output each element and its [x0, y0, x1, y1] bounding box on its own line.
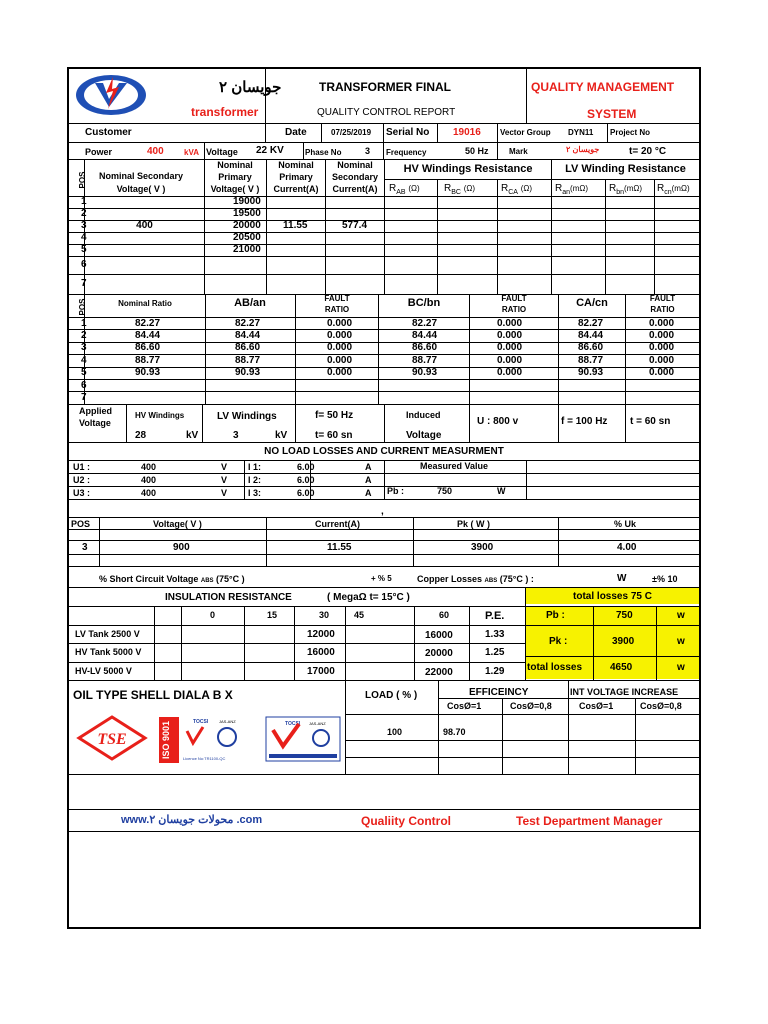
int-voltage-header: INT VOLTAGE INCREASE: [570, 687, 679, 697]
voltage-row-secondary-current: 577.4: [342, 220, 368, 231]
iso-jas-text: JAS-ANZ: [219, 719, 236, 724]
ratio-row-pos: 5: [81, 367, 87, 379]
insulation-title: INSULATION RESISTANCE: [165, 592, 292, 603]
noload-i-value: 6.00: [297, 488, 315, 498]
insulation-row-label: LV Tank 2500 V: [75, 629, 140, 639]
total-pb-unit: w: [677, 610, 685, 621]
secondary-current-header-2: Secondary: [331, 172, 379, 182]
insulation-col-header: 30: [319, 610, 330, 620]
sc-row-voltage: 900: [173, 542, 190, 553]
ratio-row-line: [69, 329, 699, 330]
secondary-voltage-header: Nominal Secondary: [98, 171, 184, 181]
pb-value: 750: [437, 486, 453, 496]
noload-u-value: 400: [141, 475, 157, 485]
power-value: 400: [147, 146, 164, 157]
hv-windings-unit: kV: [186, 430, 199, 441]
ratio-row-ca: 86.60: [578, 342, 604, 354]
insulation-row-30: 17000: [307, 665, 335, 677]
noload-u-label: U3 :: [73, 488, 91, 498]
secondary-current-header-3: Current(A): [332, 184, 378, 194]
r-bc-header: $R_{BC}$ (Ω): [444, 183, 476, 196]
sc-row-pk: 3900: [471, 542, 494, 553]
r-bn-header: $R_{bn}(m\Omega)$: [609, 183, 643, 196]
date-value: 07/25/2019: [331, 128, 372, 137]
primary-current-header: Nominal: [278, 160, 314, 170]
insulation-unit: ( MegaΩ t= 15°C ): [327, 592, 410, 603]
r-ca-header: $R_{CA}$ (Ω): [501, 183, 533, 196]
ratio-row-fault-1: 0.000: [327, 354, 353, 366]
eff-cos08-header: CosØ=0,8: [510, 701, 552, 711]
qm-title: QUALITY MANAGEMENT: [531, 80, 675, 94]
applied-time: t= 60 sn: [315, 430, 353, 441]
induced-label: Induced: [406, 410, 441, 420]
insulation-row-30: 16000: [307, 647, 335, 659]
pb-unit: W: [497, 486, 506, 496]
noload-i-unit: A: [365, 462, 372, 472]
noload-u-unit: V: [221, 462, 228, 472]
induced-frequency: f = 100 Hz: [561, 416, 608, 427]
project-label: Project No: [610, 128, 651, 137]
noload-u-unit: V: [221, 475, 228, 485]
total-pk-unit: w: [677, 636, 685, 647]
voltage-row-secondary: 400: [136, 220, 153, 231]
phase-label: Phase No: [305, 148, 342, 157]
insulation-col-header: 60: [439, 610, 450, 620]
test-manager-signature: Test Department Manager: [516, 814, 663, 828]
ratio-row-fault-1: 0.000: [327, 367, 353, 379]
total-pk-value: 3900: [612, 636, 635, 647]
total-losses-unit: w: [677, 662, 685, 673]
mark-label: Mark: [509, 147, 528, 156]
serial-label: Serial No: [386, 127, 430, 138]
fault-ratio-header-1: FAULT: [324, 294, 350, 303]
insulation-col-header: 15: [267, 610, 278, 620]
power-unit: kVA: [184, 148, 199, 157]
lv-windings-value: 3: [233, 430, 239, 441]
mark-value: جویسان ۲: [566, 145, 600, 154]
total-pk-label: Pk :: [549, 636, 568, 647]
frequency-value: 50 Hz: [465, 146, 489, 156]
pos-header: POS: [78, 171, 87, 189]
eff-cos1-header: CosØ=1: [447, 701, 482, 711]
noload-i-unit: A: [365, 475, 372, 485]
ratio-row-fault-1: 0.000: [327, 342, 353, 354]
sc-uk-header: % Uk: [614, 519, 637, 529]
iso-9001-logo: [157, 713, 245, 765]
ratio-row-fault-3: 0.000: [649, 354, 675, 366]
r-ab-header: $R_{AB}$ (Ω): [389, 183, 420, 196]
voltage-row-pos: 2: [81, 208, 87, 219]
ratio-row-fault-2: 0.000: [497, 329, 523, 341]
r-cn-header: $R_{cn}(m\Omega)$: [657, 183, 690, 196]
no-load-title: NO LOAD LOSSES AND CURRENT MEASURMENT: [264, 446, 504, 457]
ratio-row-ab: 82.27: [235, 317, 261, 329]
report-title: TRANSFORMER FINAL: [319, 80, 451, 94]
company-logo: [73, 73, 149, 117]
voltage-row-pos: 6: [81, 259, 87, 270]
serial-value: 19016: [453, 127, 481, 138]
vector-label: Vector Group: [500, 128, 551, 137]
sc-row-current: 11.55: [327, 542, 352, 553]
noload-u-label: U2 :: [73, 475, 91, 485]
voltage-row-pos: 7: [81, 278, 87, 289]
vector-value: DYN11: [568, 128, 594, 137]
total-pb-value: 750: [616, 610, 633, 621]
phase-value: 3: [365, 146, 371, 156]
insulation-row-label: HV-LV 5000 V: [75, 665, 132, 676]
ratio-row-nominal: 90.93: [135, 367, 161, 379]
lv-windings-label: LV Windings: [217, 411, 277, 422]
ratio-pos-header: POS: [78, 298, 87, 316]
ratio-row-fault-2: 0.000: [497, 317, 523, 329]
voltage-row-primary: 21000: [233, 244, 261, 255]
voltage-row-pos: 4: [81, 232, 87, 243]
copper-unit: W: [617, 573, 627, 584]
short-circuit-label: % Short Circuit Voltage ABS (75°C ): [99, 574, 245, 584]
ratio-row-fault-1: 0.000: [327, 329, 353, 341]
ratio-row-fault-3: 0.000: [649, 317, 675, 329]
lv-resistance-header: LV Winding Resistance: [565, 163, 686, 175]
ratio-row-ca: 90.93: [578, 367, 604, 379]
insulation-col-header: 45: [354, 610, 365, 620]
ratio-row-ab: 90.93: [235, 367, 261, 379]
ratio-row-nominal: 82.27: [135, 317, 161, 329]
ratio-row-ab: 84.44: [235, 329, 261, 341]
voltage-label: Voltage: [206, 147, 238, 157]
voltage-row-primary: 19000: [233, 196, 261, 207]
noload-i-label: I 1:: [248, 462, 262, 472]
insulation-row-60: 16000: [425, 630, 453, 641]
ratio-row-pos: 7: [81, 391, 87, 403]
ratio-row-line: [69, 354, 699, 355]
iso-tocsi-text: TOCSI: [193, 719, 209, 725]
iso-licence-text: Licence No:TR1100-QC: [183, 756, 226, 761]
insulation-row-60: 20000: [425, 648, 453, 660]
hv-windings-value: 28: [135, 430, 147, 441]
ratio-row-bc: 86.60: [412, 342, 438, 354]
temperature: t= 20 °C: [629, 146, 667, 157]
fault-ratio-header-1b: RATIO: [324, 305, 350, 314]
secondary-current-header: Nominal: [337, 160, 373, 170]
noload-i-value: 6.00: [297, 462, 315, 472]
applied-label-2: Voltage: [79, 418, 111, 428]
fault-ratio-header-3: FAULT: [649, 294, 676, 303]
sc-pos-header: POS: [71, 519, 91, 529]
ratio-row-nominal: 84.44: [135, 329, 161, 341]
lv-windings-unit: kV: [275, 430, 288, 441]
primary-current-header-2: Primary: [279, 172, 313, 182]
qm-system: SYSTEM: [587, 107, 637, 121]
voltage-row-primary: 20500: [233, 232, 261, 243]
pb-label: Pb :: [387, 486, 404, 496]
load-header: LOAD ( % ): [365, 690, 418, 701]
primary-voltage-header-2: Primary: [218, 172, 252, 182]
insulation-col-header: 0: [210, 610, 216, 620]
copper-losses-label: Copper Losses ABS (75°C ) :: [417, 574, 534, 584]
fault-ratio-header-2: FAULT: [501, 294, 527, 303]
noload-u-unit: V: [221, 488, 228, 498]
insulation-col-header: P.E.: [485, 610, 505, 622]
noload-i-label: I 2:: [248, 475, 262, 485]
noload-i-value: 6.00: [297, 475, 315, 485]
ratio-row-fault-3: 0.000: [649, 329, 675, 341]
int-cos08-header: CosØ=0,8: [640, 701, 682, 711]
customer-label: Customer: [85, 127, 132, 138]
total-losses-title: total losses 75 C: [573, 591, 652, 602]
tocsi-jas-text: JAS-ANZ: [309, 721, 326, 726]
voltage-row-primary: 19500: [233, 208, 261, 219]
company-name-arabic: جویسان ۲: [219, 79, 282, 96]
primary-current-header-3: Current(A): [273, 184, 319, 194]
measured-value-header: Measured Value: [419, 461, 489, 471]
insulation-row-pe: 1.29: [485, 665, 505, 677]
ratio-row-fault-3: 0.000: [649, 367, 675, 379]
voltage-row-pos: 1: [81, 196, 87, 207]
ratio-row-ca: 82.27: [578, 317, 604, 329]
tse-logo-text: TSE: [97, 731, 127, 748]
sc-pk-header: Pk ( W ): [457, 519, 490, 529]
total-losses-value: 4650: [610, 662, 633, 673]
ratio-row-fault-2: 0.000: [497, 354, 523, 366]
total-pb-label: Pb :: [546, 610, 565, 621]
ratio-row-pos: 4: [81, 354, 87, 366]
ratio-row-ca: 84.44: [578, 329, 604, 341]
r-an-header: $R_{an}(m\Omega)$: [555, 183, 589, 196]
insulation-row-60: 22000: [425, 666, 453, 678]
tse-logo: [75, 715, 149, 761]
voltage-row-pos: 5: [81, 244, 87, 255]
insulation-row-pe: 1.25: [485, 647, 505, 659]
noload-u-value: 400: [141, 462, 157, 472]
ca-cn-header: CA/cn: [576, 297, 608, 309]
sc-row-uk: 4.00: [617, 542, 637, 553]
company-name-en: transformer: [191, 105, 259, 119]
int-cos1-header: CosØ=1: [579, 701, 614, 711]
ratio-row-ab: 86.60: [235, 342, 261, 354]
insulation-row-30: 12000: [307, 629, 335, 640]
induced-time: t = 60 sn: [630, 416, 671, 427]
frequency-label: Frequency: [386, 148, 427, 157]
voltage-row-pos: 3: [81, 220, 87, 231]
sc-tolerance: + % 5: [371, 574, 392, 583]
fault-ratio-header-2b: RATIO: [501, 305, 527, 314]
ratio-row-bc: 82.27: [412, 317, 438, 329]
hv-windings-label: HV Windings: [135, 411, 185, 420]
ab-an-header: AB/an: [234, 297, 266, 309]
tocsi-logo-text: TOCSI: [285, 721, 301, 727]
ratio-row-nominal: 86.60: [135, 342, 161, 354]
ratio-row-fault-3: 0.000: [649, 342, 675, 354]
voltage-row-primary: 20000: [233, 220, 261, 231]
ratio-row-pos: 1: [81, 317, 87, 329]
applied-label: Applied: [79, 406, 112, 416]
ratio-row-ab: 88.77: [235, 354, 261, 366]
ratio-row-fault-2: 0.000: [497, 367, 523, 379]
separator-comma: ,: [381, 506, 384, 517]
load-value: 100: [387, 727, 403, 737]
tocsi-certificate-logo: [265, 716, 341, 762]
bc-bn-header: BC/bn: [407, 297, 441, 309]
ratio-row-line: [69, 379, 699, 380]
ratio-row-pos: 3: [81, 342, 87, 354]
induced-voltage: U : 800 v: [477, 416, 519, 427]
primary-voltage-header-3: Voltage( V ): [210, 184, 260, 194]
ratio-row-fault-2: 0.000: [497, 342, 523, 354]
efficiency-header: EFFICEINCY: [469, 687, 529, 698]
voltage-value: 22 KV: [256, 145, 284, 156]
ratio-row-line: [69, 367, 699, 368]
insulation-row-pe: 1.33: [485, 629, 505, 640]
ratio-row-line: [69, 391, 699, 392]
website: www.۲ محولات جویسان .com: [121, 814, 263, 826]
report-subtitle: QUALITY CONTROL REPORT: [317, 107, 456, 118]
ratio-row-bc: 84.44: [412, 329, 438, 341]
iso-9001-text: ISO 9001: [161, 720, 171, 760]
sc-row-pos: 3: [82, 542, 88, 553]
ratio-row-pos: 2: [81, 329, 87, 341]
ratio-row-bc: 90.93: [412, 367, 438, 379]
noload-u-label: U1 :: [73, 462, 91, 472]
noload-u-value: 400: [141, 488, 157, 498]
insulation-row-line: [69, 643, 525, 644]
hv-resistance-header: HV Windings Resistance: [403, 163, 533, 175]
primary-voltage-header: Nominal: [217, 160, 253, 170]
noload-i-label: I 3:: [248, 488, 262, 498]
quality-control-signature: Qualiity Control: [361, 814, 451, 828]
ratio-row-pos: 6: [81, 379, 87, 391]
ratio-row-nominal: 88.77: [135, 354, 161, 366]
power-label: Power: [85, 147, 113, 157]
efficiency-value: 98.70: [443, 727, 466, 737]
report-sheet: [67, 67, 701, 929]
applied-frequency: f= 50 Hz: [315, 410, 354, 421]
noload-i-unit: A: [365, 488, 372, 498]
insulation-row-line: [69, 662, 525, 663]
voltage-row-primary-current: 11.55: [283, 220, 308, 231]
induced-label-2: Voltage: [406, 430, 442, 441]
ratio-row-fault-1: 0.000: [327, 317, 353, 329]
date-label: Date: [285, 127, 307, 138]
oil-type: OIL TYPE SHELL DIALA B X: [73, 688, 233, 702]
ratio-row-bc: 88.77: [412, 354, 438, 366]
ratio-row-ca: 88.77: [578, 354, 604, 366]
ratio-row-line: [69, 342, 699, 343]
secondary-voltage-header-2: Voltage( V ): [116, 184, 166, 194]
insulation-row-label: HV Tank 5000 V: [75, 647, 142, 658]
nominal-ratio-header: Nominal Ratio: [118, 299, 172, 308]
sc-current-header: Current(A): [315, 519, 360, 529]
copper-tolerance: ±% 10: [652, 574, 678, 584]
total-losses-label: total losses: [527, 662, 583, 673]
fault-ratio-header-3b: RATIO: [650, 305, 675, 314]
sc-voltage-header: Voltage( V ): [153, 519, 202, 529]
